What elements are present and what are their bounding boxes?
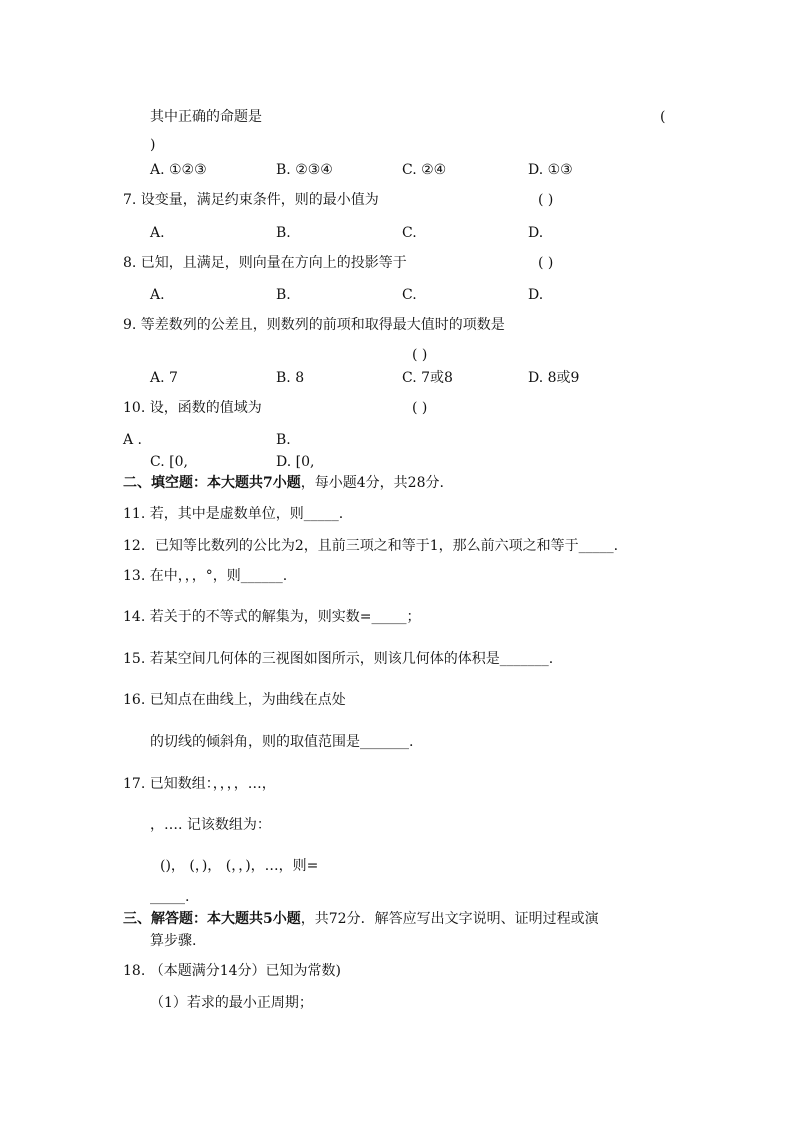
- section2-lead: 二、填空题：: [123, 475, 207, 491]
- section2-bold: 本大题共7小题: [207, 475, 301, 491]
- q9-paren: ( ): [412, 347, 428, 363]
- q9-option-b: B. 8: [276, 370, 305, 386]
- q17-line3: ()， (，)， (，，)，…，则=: [160, 858, 319, 874]
- q15-text: 15. 若某空间几何体的三视图如图所示，则该几何体的体积是_______.: [123, 651, 554, 667]
- q17-line1: 17. 已知数组：，，，，…，: [123, 776, 276, 792]
- section3-rest: ，共72分．解答应写出文字说明、证明过程或演: [300, 911, 599, 927]
- q6-option-a: A. ①②③: [150, 162, 207, 178]
- q10-option-a: A .: [123, 432, 143, 448]
- q17-line2: ，…. 记该数组为：: [150, 817, 271, 833]
- q9-option-a: A. 7: [150, 370, 178, 386]
- q9-stem: 9. 等差数列的公差且，则数列的前项和取得最大值时的项数是: [123, 317, 505, 333]
- q9-option-d: D. 8或9: [528, 370, 580, 386]
- q16-line1: 16. 已知点在曲线上，为曲线在点处: [123, 692, 346, 708]
- q8-option-a: A.: [150, 287, 165, 303]
- q6-paren-open: (: [660, 109, 666, 125]
- q11-text: 11. 若，其中是虚数单位，则_____.: [123, 506, 344, 522]
- q10-option-c: C. [0,: [150, 454, 188, 470]
- section3-bold: 本大题共5小题: [207, 911, 301, 927]
- q10-paren: ( ): [412, 400, 428, 416]
- q7-option-a: A.: [150, 225, 165, 241]
- q8-option-b: B.: [276, 287, 291, 303]
- section3-line2: 算步骤.: [150, 933, 197, 949]
- q14-text: 14. 若关于的不等式的解集为，则实数=_____；: [123, 609, 421, 625]
- section2-rest: ，每小题4分，共28分.: [300, 475, 444, 491]
- q6-option-c: C. ②④: [402, 162, 447, 178]
- q8-option-c: C.: [402, 287, 417, 303]
- section3-heading: [123, 910, 599, 928]
- q7-option-b: B.: [276, 225, 291, 241]
- q7-paren: ( ): [538, 192, 554, 208]
- q12-text: 12．已知等比数列的公比为2，且前三项之和等于1，那么前六项之和等于_____.: [123, 538, 619, 554]
- q18-stem: 18. （本题满分14分）已知为常数): [123, 963, 341, 979]
- q8-option-d: D.: [528, 287, 544, 303]
- q9-option-c: C. 7或8: [402, 370, 453, 386]
- q6-stem: 其中正确的命题是: [150, 109, 262, 125]
- q6-option-b: B. ②③④: [276, 162, 333, 178]
- q10-option-b: B.: [276, 432, 291, 448]
- q10-stem: 10. 设，函数的值域为: [123, 400, 262, 416]
- q8-stem: 8. 已知，且满足，则向量在方向上的投影等于: [123, 255, 407, 271]
- q18-part1: （1）若求的最小正周期；: [150, 995, 313, 1011]
- q8-paren: ( ): [538, 255, 554, 271]
- q6-paren-close: ): [150, 137, 156, 153]
- q10-option-d: D. [0,: [276, 454, 315, 470]
- q6-option-d: D. ①③: [528, 162, 573, 178]
- q7-stem: 7. 设变量，满足约束条件，则的最小值为: [123, 192, 379, 208]
- q17-line4: _____.: [150, 889, 190, 905]
- section3-lead: 三、解答题：: [123, 911, 207, 927]
- section2-heading: [123, 474, 444, 492]
- q7-option-c: C.: [402, 225, 417, 241]
- q7-option-d: D.: [528, 225, 544, 241]
- q13-text: 13. 在中，，，°，则______.: [123, 568, 288, 584]
- q16-line2: 的切线的倾斜角，则的取值范围是_______.: [150, 734, 414, 750]
